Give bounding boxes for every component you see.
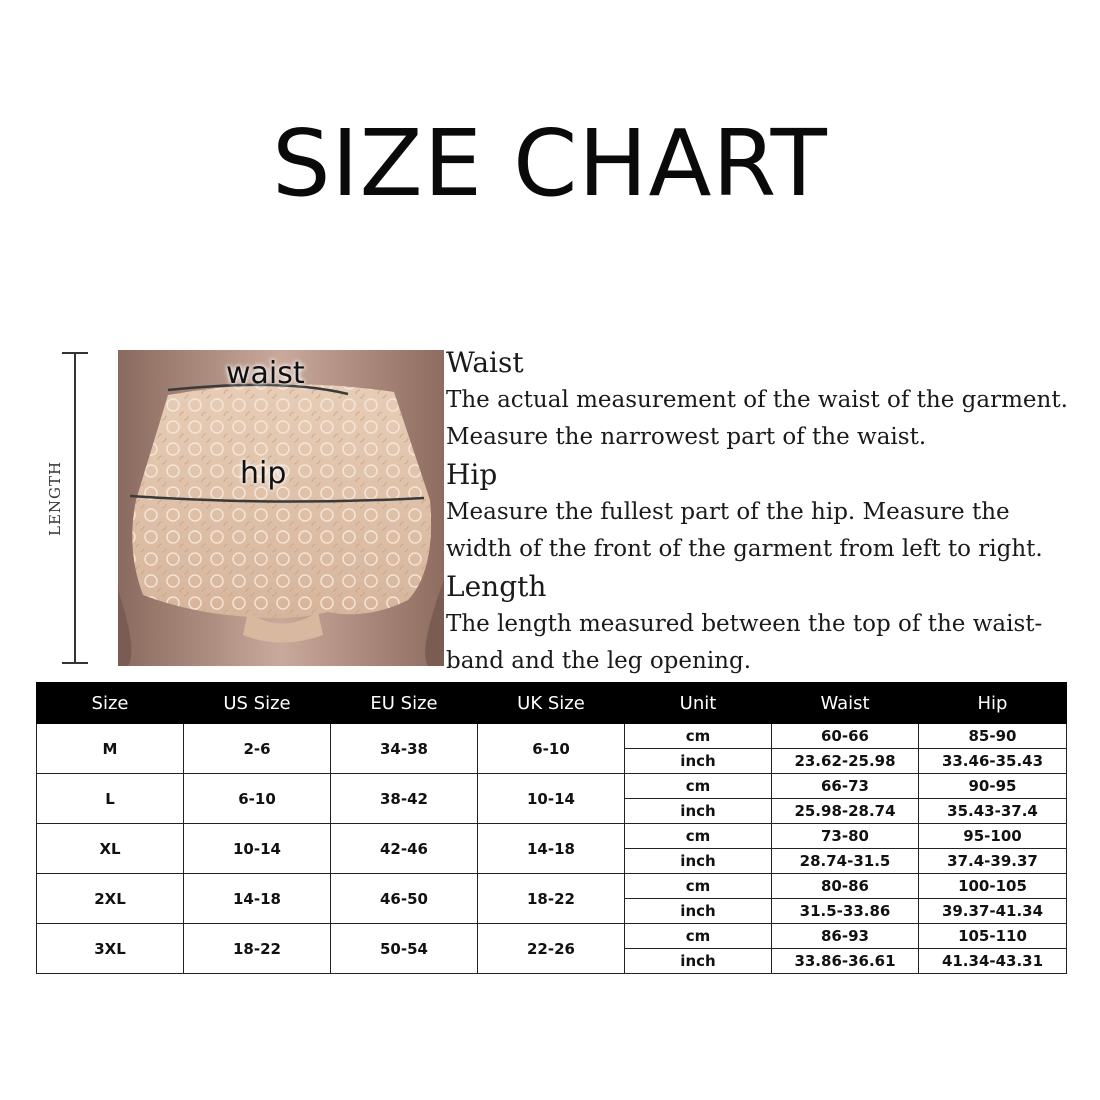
uk-size-cell: 6-10	[478, 724, 625, 774]
hip-cell: 33.46-35.43	[919, 749, 1067, 774]
eu-size-cell: 42-46	[331, 824, 478, 874]
waist-tag: waist	[226, 356, 305, 391]
hip-cell: 41.34-43.31	[919, 949, 1067, 974]
size-table	[36, 682, 1067, 974]
header-eu-size: EU Size	[331, 683, 478, 724]
uk-size-cell: 22-26	[478, 924, 625, 974]
waist-cell: 28.74-31.5	[772, 849, 919, 874]
length-ruler	[46, 352, 92, 664]
length-text-1: The length measured between the top of the waist-	[446, 611, 1043, 637]
ruler-bottom-cap	[62, 662, 88, 664]
header-size: Size	[37, 683, 184, 724]
waist-text-2: Measure the narrowest part of the waist.	[446, 424, 927, 450]
unit-cell: inch	[625, 899, 772, 924]
garment-photo	[118, 350, 444, 666]
table-row	[37, 924, 1067, 949]
us-size-cell: 6-10	[184, 774, 331, 824]
waist-text-1: The actual measurement of the waist of the garment.	[446, 387, 1068, 413]
unit-cell: cm	[625, 824, 772, 849]
hip-cell: 100-105	[919, 874, 1067, 899]
size-cell: XL	[37, 824, 184, 874]
us-size-cell: 10-14	[184, 824, 331, 874]
waist-cell: 80-86	[772, 874, 919, 899]
waist-cell: 66-73	[772, 774, 919, 799]
header-waist: Waist	[772, 683, 919, 724]
waist-cell: 60-66	[772, 724, 919, 749]
hip-cell: 105-110	[919, 924, 1067, 949]
unit-cell: cm	[625, 924, 772, 949]
garment-illustration	[118, 350, 444, 666]
table-row	[37, 774, 1067, 799]
table-header-row	[37, 683, 1067, 724]
uk-size-cell: 10-14	[478, 774, 625, 824]
eu-size-cell: 46-50	[331, 874, 478, 924]
unit-cell: cm	[625, 874, 772, 899]
waist-cell: 23.62-25.98	[772, 749, 919, 774]
length-heading: Length	[446, 570, 547, 603]
unit-cell: inch	[625, 849, 772, 874]
hip-cell: 90-95	[919, 774, 1067, 799]
header-hip: Hip	[919, 683, 1067, 724]
size-cell: 3XL	[37, 924, 184, 974]
waist-cell: 73-80	[772, 824, 919, 849]
waist-cell: 25.98-28.74	[772, 799, 919, 824]
measurement-descriptions	[446, 344, 1086, 680]
header-us-size: US Size	[184, 683, 331, 724]
hip-cell: 85-90	[919, 724, 1067, 749]
unit-cell: inch	[625, 799, 772, 824]
waist-heading: Waist	[446, 346, 524, 379]
size-cell: L	[37, 774, 184, 824]
eu-size-cell: 50-54	[331, 924, 478, 974]
us-size-cell: 2-6	[184, 724, 331, 774]
waist-cell: 31.5-33.86	[772, 899, 919, 924]
unit-cell: cm	[625, 774, 772, 799]
size-cell: 2XL	[37, 874, 184, 924]
table-row	[37, 874, 1067, 899]
us-size-cell: 18-22	[184, 924, 331, 974]
waist-cell: 33.86-36.61	[772, 949, 919, 974]
hip-text-1: Measure the fullest part of the hip. Measure the	[446, 499, 1010, 525]
hip-tag: hip	[240, 456, 287, 491]
unit-cell: inch	[625, 949, 772, 974]
waist-cell: 86-93	[772, 924, 919, 949]
size-cell: M	[37, 724, 184, 774]
hip-cell: 95-100	[919, 824, 1067, 849]
header-unit: Unit	[625, 683, 772, 724]
page-title: SIZE CHART	[272, 110, 828, 217]
length-text-2: band and the leg opening.	[446, 648, 752, 674]
eu-size-cell: 34-38	[331, 724, 478, 774]
hip-text-2: width of the front of the garment from left to right.	[446, 536, 1043, 562]
ruler-label: LENGTH	[46, 460, 64, 536]
hip-cell: 37.4-39.37	[919, 849, 1067, 874]
table-row	[37, 824, 1067, 849]
eu-size-cell: 38-42	[331, 774, 478, 824]
uk-size-cell: 14-18	[478, 824, 625, 874]
unit-cell: inch	[625, 749, 772, 774]
hip-heading: Hip	[446, 458, 498, 491]
ruler-bar	[74, 352, 76, 664]
unit-cell: cm	[625, 724, 772, 749]
hip-cell: 35.43-37.4	[919, 799, 1067, 824]
uk-size-cell: 18-22	[478, 874, 625, 924]
header-uk-size: UK Size	[478, 683, 625, 724]
table-row	[37, 724, 1067, 749]
hip-cell: 39.37-41.34	[919, 899, 1067, 924]
us-size-cell: 14-18	[184, 874, 331, 924]
